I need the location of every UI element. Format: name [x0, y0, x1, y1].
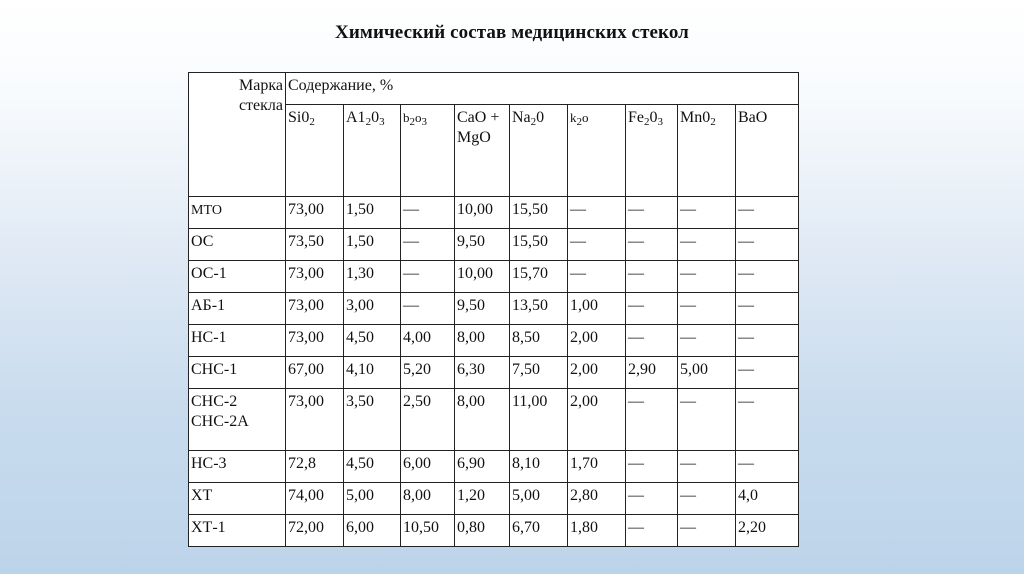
value-cell-empty: — — [568, 197, 626, 229]
value-cell-empty: — — [401, 293, 455, 325]
value-cell: 8,10 — [510, 451, 568, 483]
value-cell: 4,50 — [344, 451, 401, 483]
value-cell: 7,50 — [510, 357, 568, 389]
column-header-subscript: 3 — [421, 116, 427, 128]
value-cell: 8,00 — [455, 389, 510, 451]
column-header — [678, 105, 736, 197]
column-header-formula: Na — [512, 109, 531, 126]
value-cell: 73,00 — [286, 261, 344, 293]
value-cell-empty: — — [736, 325, 799, 357]
value-cell-empty: — — [626, 293, 678, 325]
value-cell: 1,80 — [568, 515, 626, 547]
value-cell: 2,80 — [568, 483, 626, 515]
value-cell: 4,00 — [401, 325, 455, 357]
column-header-line: MgO — [457, 129, 491, 146]
value-cell: 1,50 — [344, 197, 401, 229]
column-header — [286, 105, 344, 197]
glass-brand: ХТ — [191, 487, 213, 504]
glass-brand: НС-3 — [191, 455, 227, 472]
glass-brand: АБ-1 — [191, 297, 226, 314]
column-header-formula: b — [403, 110, 410, 125]
value-cell: 6,00 — [344, 515, 401, 547]
value-cell-empty: — — [678, 229, 736, 261]
value-cell-empty: — — [678, 451, 736, 483]
column-header-formula: k — [570, 110, 577, 125]
value-cell-empty: — — [626, 389, 678, 451]
value-cell: 5,00 — [678, 357, 736, 389]
value-cell-empty: — — [678, 483, 736, 515]
page-title: Химический состав медицинских стекол — [335, 22, 689, 43]
glass-brand: ХТ-1 — [191, 519, 226, 536]
value-cell: 1,70 — [568, 451, 626, 483]
value-cell: 1,30 — [344, 261, 401, 293]
column-header — [455, 105, 510, 197]
column-header-subscript: 2 — [409, 116, 415, 128]
glass-brand-cell — [189, 325, 286, 357]
table-row — [189, 389, 799, 451]
column-header-formula: BaO — [738, 109, 768, 126]
column-header-formula: Fe — [628, 109, 644, 126]
value-cell: 9,50 — [455, 229, 510, 261]
value-cell: 10,00 — [455, 197, 510, 229]
glass-brand-cell — [189, 483, 286, 515]
value-cell-empty: — — [626, 451, 678, 483]
value-cell: 2,00 — [568, 389, 626, 451]
value-cell-empty: — — [678, 197, 736, 229]
column-header — [626, 105, 678, 197]
column-header-formula: Si0 — [288, 109, 310, 126]
column-header-subscript: 2 — [710, 116, 716, 128]
value-cell: 15,50 — [510, 229, 568, 261]
value-cell: 0,80 — [455, 515, 510, 547]
value-cell: 9,50 — [455, 293, 510, 325]
value-cell: 11,00 — [510, 389, 568, 451]
table-row — [189, 293, 799, 325]
table-row — [189, 483, 799, 515]
value-cell: 1,50 — [344, 229, 401, 261]
value-cell-empty: — — [626, 261, 678, 293]
value-cell-empty: — — [736, 293, 799, 325]
value-cell: 73,00 — [286, 325, 344, 357]
value-cell: 10,50 — [401, 515, 455, 547]
value-cell-empty: — — [626, 197, 678, 229]
value-cell-empty: — — [568, 261, 626, 293]
value-cell: 73,50 — [286, 229, 344, 261]
table-row — [189, 325, 799, 357]
column-header — [568, 105, 626, 197]
value-cell: 67,00 — [286, 357, 344, 389]
column-header-subscript: 2 — [576, 116, 582, 128]
value-cell: 73,00 — [286, 197, 344, 229]
glass-brand-cell — [189, 357, 286, 389]
value-cell-empty: — — [736, 229, 799, 261]
column-header-formula: 0 — [371, 109, 380, 126]
value-cell-empty: — — [401, 261, 455, 293]
column-header — [510, 105, 568, 197]
column-header-formula: A1 — [346, 109, 366, 126]
value-cell: 2,00 — [568, 325, 626, 357]
glass-brand: СНС-1 — [191, 361, 238, 378]
column-header — [736, 105, 799, 197]
value-cell: 10,00 — [455, 261, 510, 293]
value-cell-empty: — — [626, 515, 678, 547]
corner-label-glass: стекла — [238, 97, 283, 114]
value-cell: 6,00 — [401, 451, 455, 483]
value-cell: 3,50 — [344, 389, 401, 451]
glass-brand: ОС — [191, 233, 214, 250]
value-cell: 72,8 — [286, 451, 344, 483]
glass-brand-cell — [189, 197, 286, 229]
value-cell-empty: — — [401, 197, 455, 229]
value-cell: 6,30 — [455, 357, 510, 389]
glass-brand-cell — [189, 261, 286, 293]
glass-brand-cell — [189, 451, 286, 483]
column-header-formula: 0 — [649, 109, 658, 126]
value-cell: 73,00 — [286, 293, 344, 325]
value-cell: 15,50 — [510, 197, 568, 229]
table-body — [189, 73, 799, 547]
value-cell-empty: — — [626, 229, 678, 261]
value-cell: 6,90 — [455, 451, 510, 483]
glass-brand-cell — [189, 229, 286, 261]
value-cell-empty: — — [678, 293, 736, 325]
value-cell-empty: — — [736, 261, 799, 293]
value-cell: 5,00 — [510, 483, 568, 515]
value-cell-empty: — — [736, 197, 799, 229]
glass-brand: МТО — [191, 203, 222, 218]
column-header — [401, 105, 455, 197]
column-header-formula: Mn0 — [680, 109, 711, 126]
value-cell: 8,00 — [401, 483, 455, 515]
column-header-subscript: 2 — [365, 116, 372, 128]
value-cell: 2,00 — [568, 357, 626, 389]
value-cell: 4,10 — [344, 357, 401, 389]
glass-brand: НС-1 — [191, 329, 227, 346]
value-cell: 1,00 — [568, 293, 626, 325]
value-cell-empty: — — [678, 515, 736, 547]
value-cell-empty: — — [401, 229, 455, 261]
value-cell: 13,50 — [510, 293, 568, 325]
column-header-formula: o — [415, 110, 422, 125]
value-cell: 4,50 — [344, 325, 401, 357]
table-row — [189, 451, 799, 483]
value-cell-empty: — — [568, 229, 626, 261]
value-cell: 2,20 — [736, 515, 799, 547]
table-row — [189, 515, 799, 547]
value-cell-empty: — — [736, 357, 799, 389]
glass-brand-cell — [189, 389, 286, 451]
table-row — [189, 261, 799, 293]
column-header-subscript: 3 — [379, 116, 385, 128]
value-cell-empty: — — [678, 261, 736, 293]
column-header-formula: o — [582, 110, 589, 125]
glass-brand: ОС-1 — [191, 265, 227, 282]
content-group-header: Содержание, % — [286, 73, 799, 105]
value-cell-empty: — — [678, 389, 736, 451]
value-cell-empty: — — [678, 325, 736, 357]
value-cell-empty: — — [626, 325, 678, 357]
value-cell: 2,50 — [401, 389, 455, 451]
corner-cell — [189, 73, 286, 197]
value-cell-empty: — — [736, 389, 799, 451]
table-row — [189, 229, 799, 261]
value-cell: 8,00 — [455, 325, 510, 357]
column-header-subscript: 2 — [530, 116, 537, 128]
glass-brand-cell — [189, 293, 286, 325]
column-header-subscript: 2 — [309, 116, 315, 128]
table-row — [189, 197, 799, 229]
value-cell: 72,00 — [286, 515, 344, 547]
value-cell: 5,20 — [401, 357, 455, 389]
value-cell: 4,0 — [736, 483, 799, 515]
value-cell: 3,00 — [344, 293, 401, 325]
value-cell-empty: — — [736, 451, 799, 483]
value-cell: 1,20 — [455, 483, 510, 515]
table-row — [189, 357, 799, 389]
column-header-line: CaO + — [457, 109, 500, 126]
header-row-group — [189, 73, 799, 105]
corner-label-brand: Марка — [239, 77, 283, 94]
value-cell: 15,70 — [510, 261, 568, 293]
glass-brand-cell — [189, 515, 286, 547]
value-cell: 74,00 — [286, 483, 344, 515]
glass-brand: СНС-2А — [191, 413, 249, 430]
value-cell: 73,00 — [286, 389, 344, 451]
value-cell: 8,50 — [510, 325, 568, 357]
value-cell-empty: — — [626, 483, 678, 515]
column-header — [344, 105, 401, 197]
glass-brand: СНС-2 — [191, 393, 238, 410]
composition-table — [188, 72, 799, 547]
column-header-subscript: 2 — [644, 116, 650, 128]
value-cell: 5,00 — [344, 483, 401, 515]
column-header-formula: 0 — [536, 109, 545, 126]
value-cell: 2,90 — [626, 357, 678, 389]
column-header-subscript: 3 — [657, 116, 663, 128]
value-cell: 6,70 — [510, 515, 568, 547]
